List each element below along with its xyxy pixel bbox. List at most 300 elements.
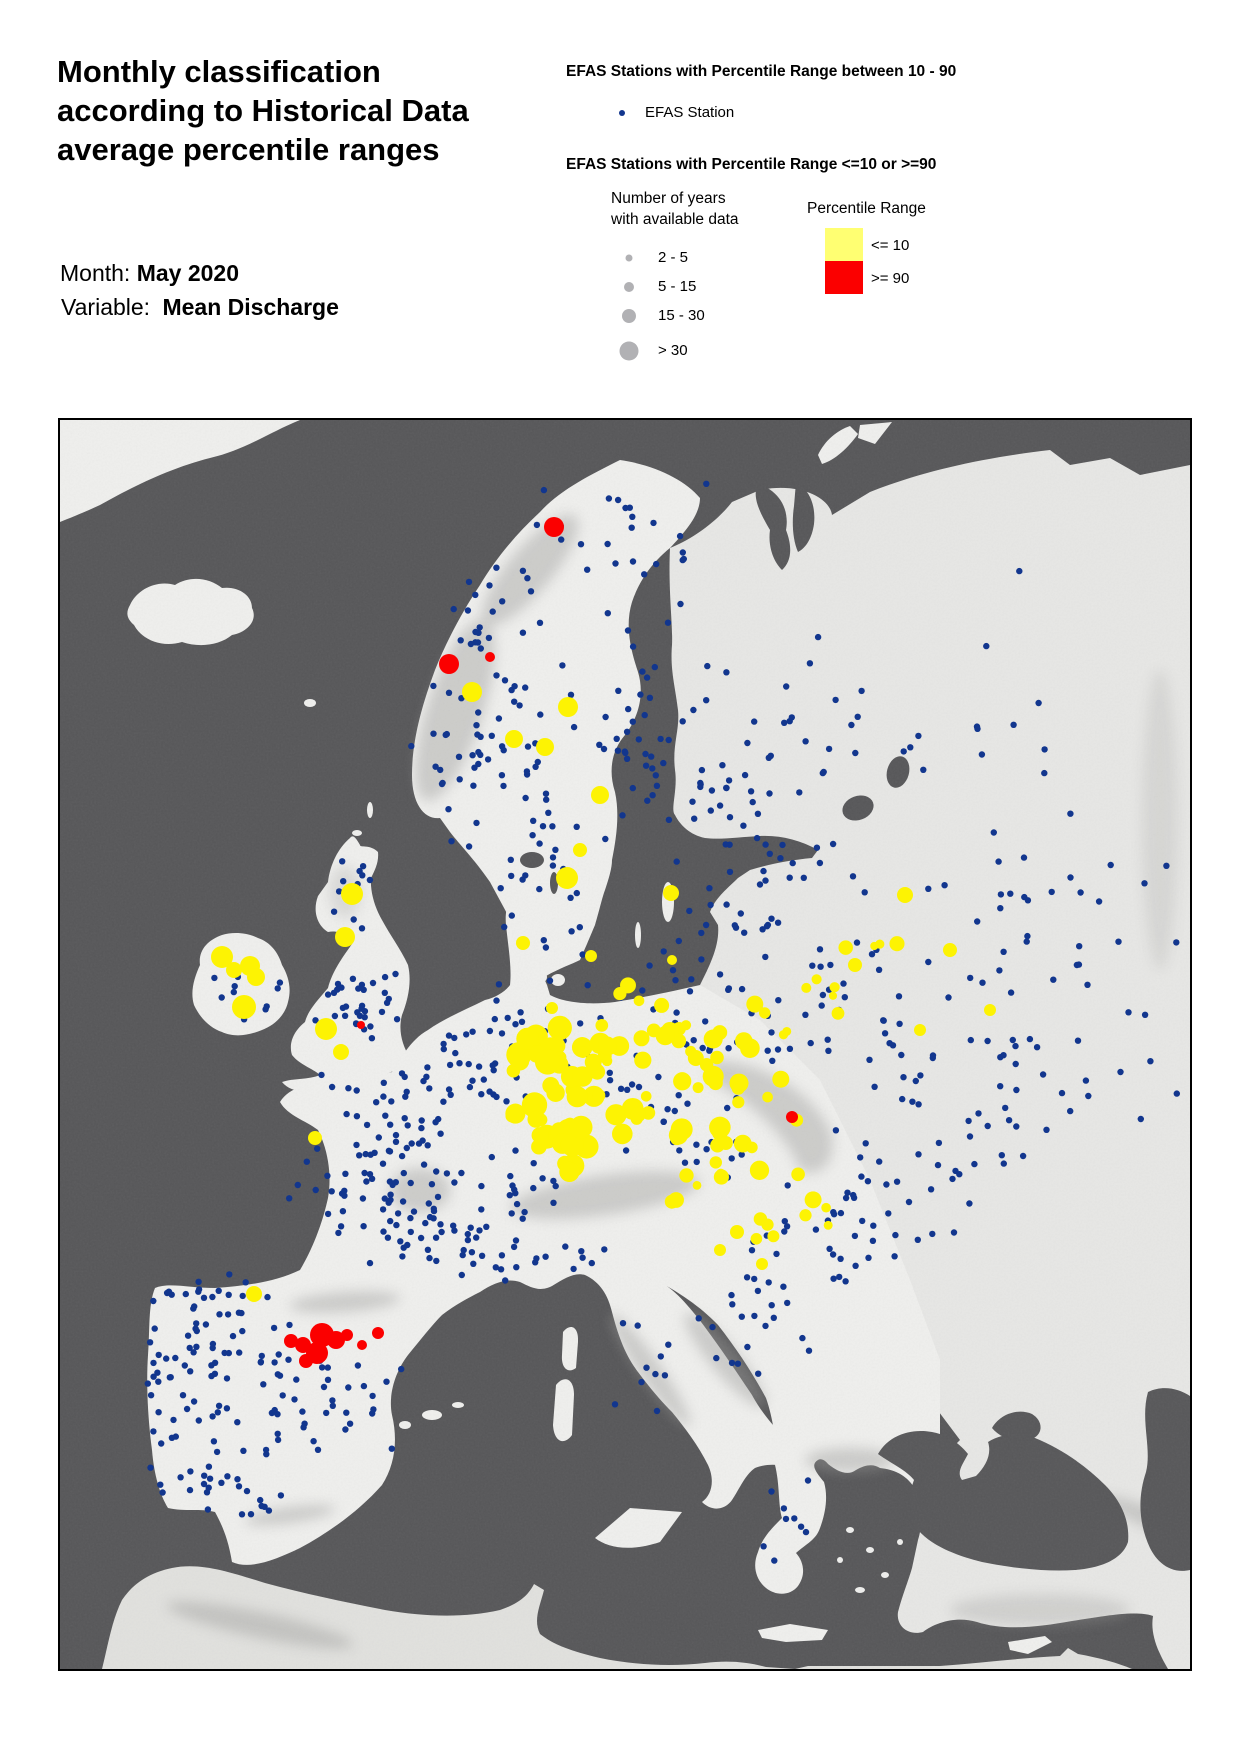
station-dot bbox=[729, 1360, 735, 1366]
station-dot bbox=[967, 1133, 973, 1139]
station-dot bbox=[473, 722, 479, 728]
station-dot bbox=[193, 1344, 199, 1350]
station-dot bbox=[357, 1021, 365, 1029]
station-dot bbox=[201, 1295, 207, 1301]
station-dot bbox=[805, 1191, 822, 1208]
station-dot bbox=[300, 1424, 306, 1430]
station-dot bbox=[767, 851, 773, 857]
station-dot bbox=[821, 1203, 831, 1213]
station-dot bbox=[618, 1086, 624, 1092]
station-dot bbox=[535, 759, 541, 765]
station-dot bbox=[355, 1362, 361, 1368]
station-dot bbox=[997, 905, 1003, 911]
station-dot bbox=[750, 1161, 769, 1180]
station-dot bbox=[458, 1170, 464, 1176]
station-dot bbox=[147, 1465, 153, 1471]
station-dot bbox=[502, 1277, 508, 1283]
station-dot bbox=[508, 873, 514, 879]
station-dot bbox=[295, 1182, 301, 1188]
station-dot bbox=[226, 1292, 232, 1298]
station-dot bbox=[676, 938, 682, 944]
station-dot bbox=[641, 1091, 652, 1102]
station-dot bbox=[698, 930, 704, 936]
station-dot bbox=[787, 875, 793, 881]
station-dot bbox=[699, 767, 705, 773]
station-dot bbox=[941, 882, 947, 888]
station-dot bbox=[704, 1029, 723, 1048]
station-dot bbox=[226, 1271, 232, 1277]
station-dot bbox=[205, 1506, 211, 1512]
station-dot bbox=[372, 1327, 384, 1339]
station-dot bbox=[974, 726, 980, 732]
station-dot bbox=[234, 1419, 240, 1425]
station-dot bbox=[477, 734, 483, 740]
station-dot bbox=[852, 1263, 858, 1269]
station-dot bbox=[520, 1216, 526, 1222]
station-dot bbox=[882, 1030, 888, 1036]
station-dot bbox=[914, 1024, 926, 1036]
station-dot bbox=[615, 497, 621, 503]
station-dot bbox=[750, 799, 756, 805]
station-dot bbox=[361, 1170, 367, 1176]
station-dot bbox=[769, 1302, 775, 1308]
station-dot bbox=[667, 955, 677, 965]
station-dot bbox=[341, 1188, 347, 1194]
station-dot bbox=[771, 1557, 777, 1563]
station-dot bbox=[285, 1357, 291, 1363]
station-dot bbox=[652, 664, 658, 670]
station-dot bbox=[325, 1364, 331, 1370]
station-dot bbox=[299, 1408, 305, 1414]
station-dot bbox=[359, 925, 365, 931]
station-dot bbox=[404, 1145, 410, 1151]
station-dot bbox=[766, 790, 772, 796]
station-dot bbox=[771, 1315, 777, 1321]
station-dot bbox=[426, 1085, 432, 1091]
station-dot bbox=[547, 978, 553, 984]
station-dot bbox=[585, 1054, 602, 1071]
station-dot bbox=[824, 1221, 833, 1230]
station-dot bbox=[693, 1082, 704, 1093]
station-dot bbox=[517, 1009, 523, 1015]
station-dot bbox=[351, 916, 357, 922]
station-dot bbox=[335, 1230, 341, 1236]
station-dot bbox=[782, 1027, 791, 1036]
station-dot bbox=[367, 1023, 373, 1029]
station-dot bbox=[359, 872, 365, 878]
station-dot bbox=[571, 724, 577, 730]
station-dot bbox=[865, 1178, 871, 1184]
station-dot bbox=[688, 1050, 704, 1066]
station-dot bbox=[150, 1360, 156, 1366]
station-dot bbox=[341, 1329, 353, 1341]
station-dot bbox=[534, 522, 540, 528]
station-dot bbox=[634, 1030, 650, 1046]
station-dot bbox=[751, 1276, 757, 1282]
station-dot bbox=[206, 1464, 212, 1470]
station-dot bbox=[185, 1333, 191, 1339]
station-dot bbox=[983, 643, 989, 649]
station-dot bbox=[644, 674, 650, 680]
station-dot bbox=[513, 1264, 519, 1270]
month-line bbox=[60, 260, 239, 287]
station-dot bbox=[224, 1375, 230, 1381]
station-dot bbox=[360, 863, 366, 869]
station-dot bbox=[341, 883, 363, 905]
station-dot bbox=[680, 549, 686, 555]
station-dot bbox=[537, 620, 543, 626]
station-dot bbox=[422, 1220, 428, 1226]
station-dot bbox=[343, 1410, 349, 1416]
station-dot bbox=[805, 1477, 811, 1483]
station-dot bbox=[928, 1186, 934, 1192]
station-dot bbox=[360, 1223, 366, 1229]
station-dot bbox=[345, 1384, 351, 1390]
station-dot bbox=[400, 1198, 406, 1204]
station-dot bbox=[420, 1078, 426, 1084]
station-dot bbox=[512, 1021, 518, 1027]
station-dot bbox=[177, 1474, 183, 1480]
station-dot bbox=[424, 1064, 430, 1070]
station-dot bbox=[439, 654, 459, 674]
station-dot bbox=[314, 1146, 320, 1152]
station-dot bbox=[477, 624, 483, 630]
station-dot bbox=[708, 1076, 723, 1091]
station-dot bbox=[158, 1440, 164, 1446]
station-dot bbox=[646, 962, 652, 968]
station-dot bbox=[630, 785, 636, 791]
station-dot bbox=[801, 983, 811, 993]
station-dot bbox=[1108, 862, 1114, 868]
station-dot bbox=[475, 639, 481, 645]
station-dot bbox=[520, 630, 526, 636]
station-dot bbox=[760, 868, 766, 874]
station-dot bbox=[264, 1294, 270, 1300]
station-dot bbox=[703, 1146, 709, 1152]
station-dot bbox=[451, 1227, 457, 1233]
station-dot bbox=[567, 895, 573, 901]
station-dot bbox=[478, 645, 484, 651]
station-dot bbox=[509, 1210, 515, 1216]
station-dot bbox=[402, 1115, 408, 1121]
station-dot bbox=[187, 1368, 193, 1374]
station-dot bbox=[759, 926, 765, 932]
station-dot bbox=[243, 1279, 249, 1285]
efas-station-dot-icon bbox=[619, 110, 625, 116]
station-dot bbox=[206, 1485, 212, 1491]
station-dot bbox=[150, 1428, 156, 1434]
station-dot bbox=[725, 1045, 731, 1051]
station-dot bbox=[468, 1225, 474, 1231]
station-dot bbox=[768, 1029, 774, 1035]
station-dot bbox=[755, 1288, 761, 1294]
station-dot bbox=[260, 1381, 266, 1387]
station-dot bbox=[1163, 863, 1169, 869]
station-dot bbox=[402, 1074, 408, 1080]
station-dot bbox=[324, 1173, 330, 1179]
station-dot bbox=[363, 1178, 369, 1184]
station-dot bbox=[354, 1087, 360, 1093]
station-dot bbox=[539, 1175, 545, 1181]
station-dot bbox=[901, 748, 907, 754]
station-dot bbox=[536, 738, 554, 756]
station-dot bbox=[662, 1372, 668, 1378]
station-dot bbox=[967, 975, 973, 981]
station-dot bbox=[276, 1351, 282, 1357]
station-dot bbox=[170, 1417, 176, 1423]
station-dot bbox=[493, 997, 499, 1003]
station-dot bbox=[503, 1098, 509, 1104]
station-dot bbox=[1138, 1116, 1144, 1122]
variable-line bbox=[61, 294, 339, 321]
station-dot bbox=[574, 890, 580, 896]
station-dot bbox=[913, 1078, 919, 1084]
station-dot bbox=[1041, 746, 1047, 752]
station-dot bbox=[719, 762, 725, 768]
station-dot bbox=[670, 967, 676, 973]
station-dot bbox=[483, 1224, 489, 1230]
station-dot bbox=[325, 1211, 331, 1217]
station-dot bbox=[775, 997, 781, 1003]
station-dot bbox=[647, 695, 653, 701]
station-dot bbox=[431, 1208, 437, 1214]
station-dot bbox=[622, 505, 628, 511]
station-dot bbox=[1084, 982, 1090, 988]
station-dot bbox=[673, 1072, 691, 1090]
station-dot bbox=[240, 1448, 246, 1454]
station-dot bbox=[746, 1142, 758, 1154]
station-dot bbox=[614, 736, 620, 742]
station-dot bbox=[1085, 1093, 1091, 1099]
station-dot bbox=[493, 565, 499, 571]
station-dot bbox=[277, 979, 283, 985]
station-dot bbox=[694, 1159, 700, 1165]
station-dot bbox=[601, 746, 607, 752]
station-dot bbox=[498, 885, 504, 891]
station-dot bbox=[654, 783, 660, 789]
station-dot bbox=[201, 1473, 207, 1479]
station-dot bbox=[155, 1379, 161, 1385]
station-dot bbox=[830, 1251, 836, 1257]
station-dot bbox=[313, 1187, 319, 1193]
station-dot bbox=[1035, 700, 1041, 706]
station-dot bbox=[666, 737, 672, 743]
station-dot bbox=[393, 1132, 399, 1138]
station-dot bbox=[920, 767, 926, 773]
station-dot bbox=[979, 980, 985, 986]
station-dot bbox=[475, 761, 481, 767]
station-dot bbox=[535, 1049, 560, 1074]
station-dot bbox=[1007, 891, 1013, 897]
station-dot bbox=[184, 1406, 190, 1412]
station-dot bbox=[607, 1077, 613, 1083]
station-dot bbox=[634, 1052, 651, 1069]
station-dot bbox=[147, 1339, 153, 1345]
years-circle-icon bbox=[622, 309, 636, 323]
years-title-line1: Number of years bbox=[611, 190, 726, 207]
station-dot bbox=[380, 1228, 386, 1234]
station-dot bbox=[509, 912, 515, 918]
station-dot bbox=[364, 1122, 370, 1128]
station-dot bbox=[638, 1379, 644, 1385]
station-dot bbox=[397, 1238, 403, 1244]
station-dot bbox=[277, 1373, 283, 1379]
station-dot bbox=[1076, 961, 1082, 967]
station-dot bbox=[545, 810, 551, 816]
station-dot bbox=[1010, 722, 1016, 728]
station-dot bbox=[997, 1054, 1003, 1060]
station-dot bbox=[891, 1253, 897, 1259]
station-dot bbox=[812, 974, 822, 984]
station-dot bbox=[951, 1229, 957, 1235]
station-dot bbox=[308, 1131, 322, 1145]
station-dot bbox=[210, 1345, 216, 1351]
station-dot bbox=[446, 1032, 452, 1038]
years-legend-title bbox=[611, 188, 739, 230]
station-dot bbox=[447, 1062, 453, 1068]
station-dot bbox=[1041, 770, 1047, 776]
station-dot bbox=[630, 558, 636, 564]
station-dot bbox=[702, 1018, 708, 1024]
station-dot bbox=[704, 663, 710, 669]
station-dot bbox=[725, 987, 731, 993]
station-dot bbox=[444, 1170, 450, 1176]
station-dot bbox=[493, 1094, 499, 1100]
station-dot bbox=[775, 920, 781, 926]
station-dot bbox=[439, 780, 445, 786]
station-dot bbox=[782, 1218, 788, 1224]
station-dot bbox=[762, 877, 768, 883]
station-dot bbox=[762, 1092, 773, 1103]
station-dot bbox=[485, 756, 491, 762]
station-dot bbox=[1008, 989, 1014, 995]
station-dot bbox=[665, 1342, 671, 1348]
station-dot bbox=[1147, 1058, 1153, 1064]
station-dot bbox=[356, 1152, 362, 1158]
station-dot bbox=[383, 1379, 389, 1385]
station-dot bbox=[361, 1383, 367, 1389]
station-dot bbox=[915, 1101, 921, 1107]
station-dot bbox=[744, 1274, 750, 1280]
europe-map-canvas bbox=[60, 420, 1190, 1669]
month-value: May 2020 bbox=[136, 260, 240, 286]
station-dot bbox=[952, 1168, 958, 1174]
station-dot bbox=[194, 1328, 200, 1334]
station-dot bbox=[196, 1417, 202, 1423]
station-dot bbox=[541, 487, 547, 493]
station-dot bbox=[630, 719, 636, 725]
station-dot bbox=[643, 763, 649, 769]
station-dot bbox=[221, 1350, 227, 1356]
station-dot bbox=[437, 1221, 443, 1227]
station-dot bbox=[511, 1244, 517, 1250]
station-dot bbox=[909, 1099, 915, 1105]
station-dot bbox=[863, 1140, 869, 1146]
station-dot bbox=[195, 1279, 201, 1285]
station-dot bbox=[530, 1185, 536, 1191]
station-dot bbox=[258, 1503, 264, 1509]
station-dot bbox=[1067, 1108, 1073, 1114]
station-dot bbox=[650, 520, 656, 526]
station-dot bbox=[293, 1376, 299, 1382]
station-dot bbox=[728, 1292, 734, 1298]
station-dot bbox=[815, 634, 821, 640]
station-dot bbox=[342, 1013, 348, 1019]
station-dot bbox=[724, 1105, 730, 1111]
station-dot bbox=[1059, 1090, 1065, 1096]
station-dot bbox=[674, 858, 680, 864]
station-dot bbox=[870, 1238, 876, 1244]
station-dot bbox=[783, 683, 789, 689]
station-dot bbox=[430, 683, 436, 689]
station-dot bbox=[936, 1140, 942, 1146]
station-dot bbox=[781, 1505, 787, 1511]
station-dot bbox=[257, 1497, 263, 1503]
station-dot bbox=[996, 967, 1002, 973]
station-dot bbox=[1002, 1105, 1008, 1111]
station-dot bbox=[169, 1435, 175, 1441]
station-dot bbox=[625, 706, 631, 712]
station-dot bbox=[519, 1019, 525, 1025]
station-dot bbox=[573, 843, 587, 857]
station-dot bbox=[881, 1018, 887, 1024]
station-dot bbox=[543, 791, 549, 797]
station-dot bbox=[544, 517, 564, 537]
years-circle-icon bbox=[620, 342, 639, 361]
station-dot bbox=[445, 806, 451, 812]
station-dot bbox=[386, 1148, 392, 1154]
station-dot bbox=[710, 1051, 724, 1065]
station-dot bbox=[790, 860, 796, 866]
station-dot bbox=[1067, 874, 1073, 880]
variable-label: Variable: bbox=[61, 294, 151, 320]
station-dot bbox=[216, 1311, 222, 1317]
station-dot bbox=[558, 697, 578, 717]
station-dot bbox=[871, 1084, 877, 1090]
station-dot bbox=[556, 867, 578, 889]
station-dot bbox=[584, 567, 590, 573]
percentile-low-label: <= 10 bbox=[871, 237, 910, 254]
station-dot bbox=[505, 730, 523, 748]
station-dot bbox=[622, 750, 628, 756]
station-dot bbox=[216, 1403, 222, 1409]
station-dot bbox=[492, 1016, 498, 1022]
station-dot bbox=[677, 533, 683, 539]
station-dot bbox=[889, 936, 904, 951]
station-dot bbox=[1040, 1071, 1046, 1077]
station-dot bbox=[739, 986, 745, 992]
station-dot bbox=[183, 1291, 189, 1297]
station-dot bbox=[209, 1413, 215, 1419]
station-dot bbox=[467, 1084, 473, 1090]
station-dot bbox=[537, 711, 543, 717]
station-dot bbox=[1021, 854, 1027, 860]
station-dot bbox=[211, 975, 217, 981]
station-dot bbox=[499, 1252, 505, 1258]
station-dot bbox=[791, 1167, 805, 1181]
station-dot bbox=[1034, 1044, 1040, 1050]
station-dot bbox=[577, 924, 583, 930]
station-dot bbox=[259, 1353, 265, 1359]
station-dot bbox=[550, 862, 556, 868]
station-dot bbox=[258, 1359, 264, 1365]
station-dot bbox=[353, 1142, 359, 1148]
station-dot bbox=[347, 1421, 353, 1427]
station-dot bbox=[426, 1200, 432, 1206]
station-dot bbox=[870, 1223, 876, 1229]
station-dot bbox=[585, 950, 597, 962]
station-dot bbox=[540, 823, 546, 829]
